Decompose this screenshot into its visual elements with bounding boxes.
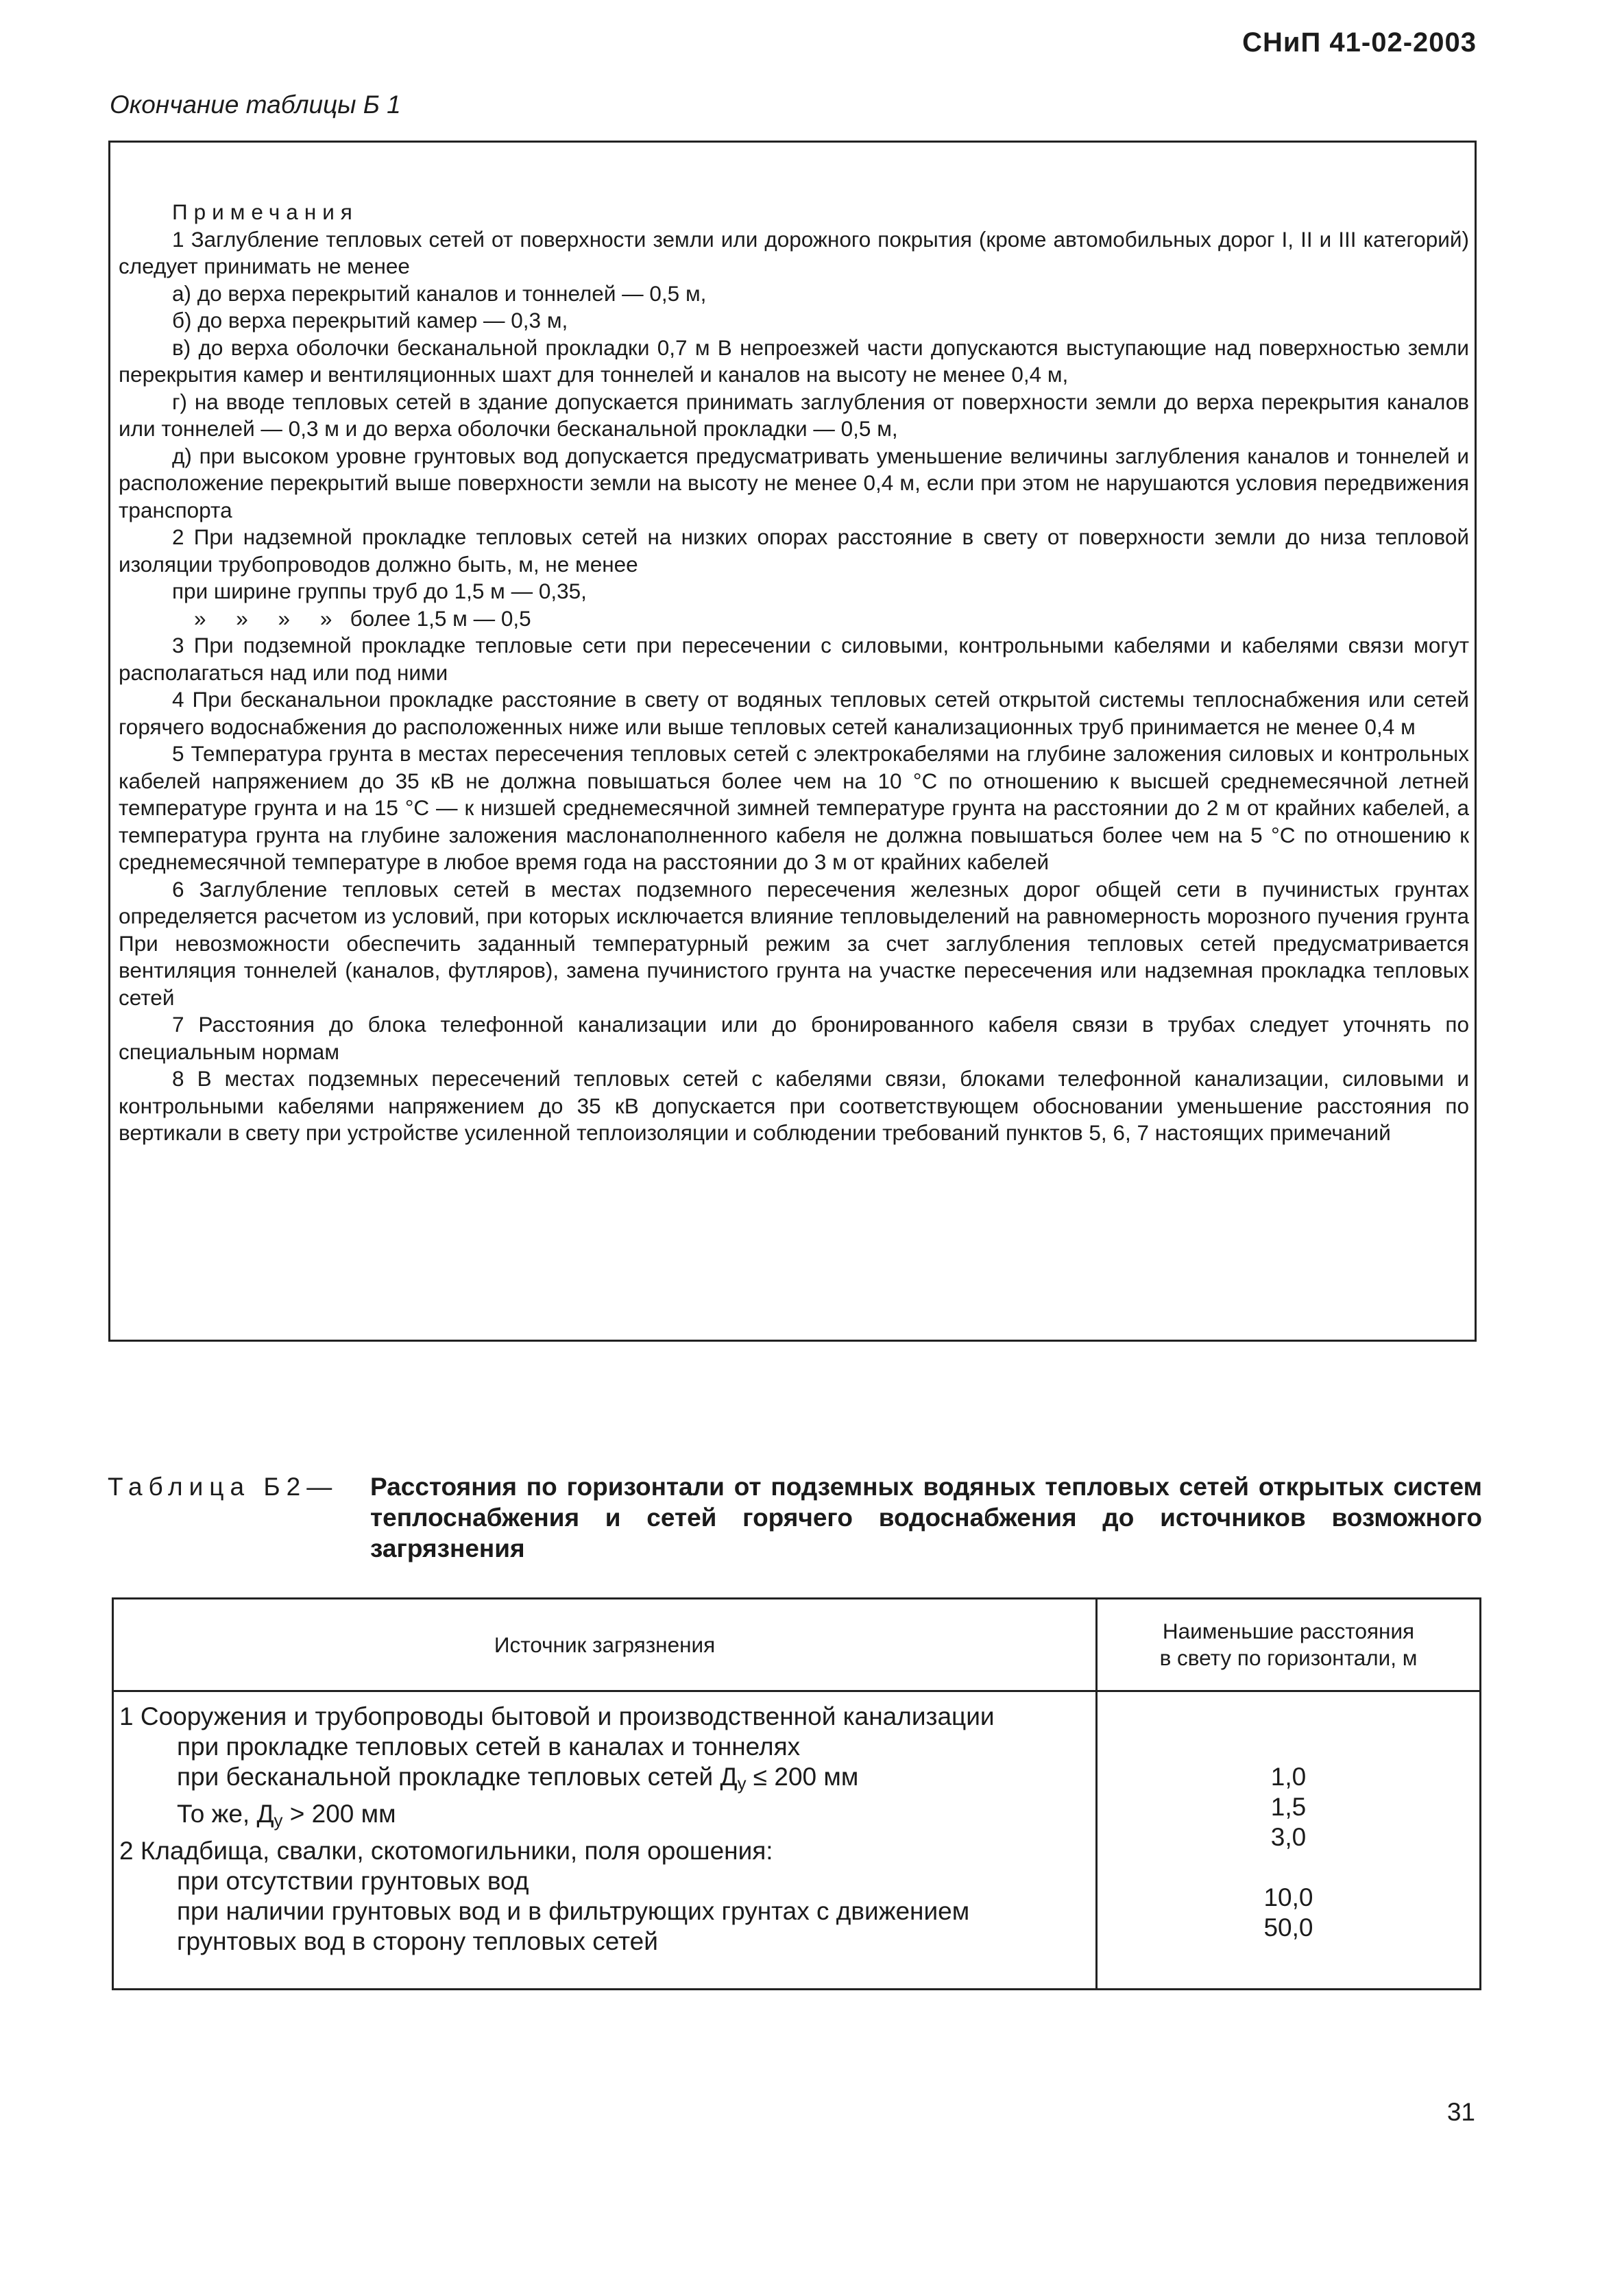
value-1a: 1,0 [1270, 1763, 1307, 1791]
page-number: 31 [1446, 2098, 1475, 2126]
column-header-distance-line1: Наименьшие расстояния [1162, 1619, 1415, 1643]
note-7: 7 Расстояния до блока телефонной канализации или до бронированного кабеля связи в трубах следует уточнять по специальным нормам [119, 1012, 1469, 1064]
source-2-title: 2 Кладбища, свалки, скотомогильники, поля орошения: [119, 1837, 773, 1865]
note-5: 5 Температура грунта в местах пересечения тепловых сетей с электрокабелями на глубине заложения силовых и контрольных кабелей напряжением до 35 кВ не должна повышаться более чем на 10 °С по отношению к высшей среднемесячной летней температуре грунта и на 15 °С — к низшей среднемесячной зимней температуре грунта на расстоянии до 2 м от крайних кабелей, а температура грунта на глубине заложения маслонаполненного кабеля не должна повышаться более чем на 5 °С по отношению к среднемесячной температуре в любое время года на расстоянии до 3 м от крайних кабелей [119, 741, 1469, 874]
value-2b: 50,0 [1263, 1913, 1313, 1942]
note-6: 6 Заглубление тепловых сетей в местах подземного пересечения железных дорог общей сети в пучинистых грунтах определяется расчетом из условий, при которых исключается влияние тепловыделений на равномерность морозного пучения грунта При невозможности обеспечить заданный температурный режим за счет заглубления тепловых сетей предусматривается вентиляция тоннелей (каналов, футляров), замена пучинистого грунта на участке пересечения или надземная прокладка тепловых сетей [119, 876, 1469, 1010]
note-3: 3 При подземной прокладке тепловые сети при пересечении с силовыми, контрольными кабелями и кабелями связи могут располагаться над или под ними [119, 633, 1469, 685]
note-1d: д) при высоком уровне грунтовых вод допускается предусматривать уменьшение величины заглубления каналов и тоннелей и расположение перекрытий выше поверхности земли на высоту не менее 0,4 м, если при этом не нарушаются условия передвижения транспорта [119, 443, 1469, 522]
table-b2-caption: Расстояния по горизонтали от подземных водяных тепловых сетей открытых систем теплоснабжения и сетей горячего водоснабжения до источников возможного загрязнения [370, 1473, 1482, 1562]
note-1v: в) до верха оболочки бесканальной прокладки 0,7 м В непроезжей части допускаются выступающие над поверхностью земли перекрытия камер и вентиляционных шахт для тоннелей и каналов на высоту не менее 0,4 м, [119, 335, 1469, 387]
note-2b: » » » » более 1,5 м — 0,5 [194, 605, 531, 631]
table-continuation-label: Окончание таблицы Б 1 [110, 90, 401, 119]
table-row [113, 1691, 1481, 1990]
value-1c: 3,0 [1270, 1823, 1307, 1851]
notes-title: Примечания [172, 200, 359, 224]
table-b2 [112, 1597, 1481, 1990]
column-header-distance [1097, 1599, 1481, 1691]
note-1: 1 Заглубление тепловых сетей от поверхности земли или дорожного покрытия (кроме автомобильных дорог I, II и III категорий) следует принимать не менее [119, 226, 1469, 278]
source-2a: при отсутствии грунтовых вод [177, 1867, 529, 1895]
source-2b: при наличии грунтовых вод и в фильтрующих грунтах с движением грунтовых вод в сторону тепловых сетей [177, 1897, 970, 1955]
sources-cell [113, 1691, 1097, 1990]
value-1b: 1,5 [1270, 1793, 1307, 1821]
note-1g: г) на вводе тепловых сетей в здание допускается принимать заглубления от поверхности земли до верха перекрытия каналов или тоннелей — 0,3 м и до верха оболочки бесканальной прокладки — 0,5 м, [119, 389, 1469, 441]
note-2: 2 При надземной прокладке тепловых сетей на низких опорах расстояние в свету от поверхности земли до низа тепловой изоляции трубопроводов должно быть, м, не менее [119, 524, 1469, 577]
column-header-source: Источник загрязнения [113, 1599, 1097, 1691]
source-1a: при прокладке тепловых сетей в каналах и тоннелях [177, 1732, 801, 1761]
column-header-distance-line2: в свету по горизонтали, м [1159, 1645, 1418, 1670]
values-cell [1097, 1691, 1481, 1990]
notes-box [108, 141, 1477, 1342]
note-4: 4 При бесканальнои прокладке расстояние в свету от водяных тепловых сетей открытой системы теплоснабжения или сетей горячего водоснабжения до расположенных ниже или выше тепловых сетей канализационных труб принимается не менее 0,4 м [119, 687, 1469, 739]
value-2a: 10,0 [1263, 1883, 1313, 1911]
source-1-title: 1 Сооружения и трубопроводы бытовой и производственной канализации [119, 1702, 995, 1730]
note-2a: при ширине группы труб до 1,5 м — 0,35, [172, 579, 587, 603]
table-header-row [113, 1599, 1481, 1691]
source-1c: То же, $Д_у > 200$ мм [177, 1800, 396, 1831]
document-code: СНиП 41-02-2003 [1242, 27, 1477, 58]
table-b2-label: Таблица Б2— [108, 1473, 339, 1501]
source-1b: при бесканальной прокладке тепловых сетей $Д_у \le 200$ мм [177, 1763, 859, 1794]
note-8: 8 В местах подземных пересечений тепловых сетей с кабелями связи, блоками телефонной канализации, силовыми и контрольными кабелями напряжением до 35 кВ допускается при соответствующем обосновании уменьшение расстояния по вертикали в свету при устройстве усиленной теплоизоляции и соблюдении требований пунктов 5, 6, 7 настоящих примечаний [119, 1066, 1469, 1145]
note-1a: а) до верха перекрытий каналов и тоннелей — 0,5 м, [172, 280, 707, 306]
note-1b: б) до верха перекрытий камер — 0,3 м, [172, 308, 568, 333]
table-b2-title [108, 1471, 1482, 1564]
